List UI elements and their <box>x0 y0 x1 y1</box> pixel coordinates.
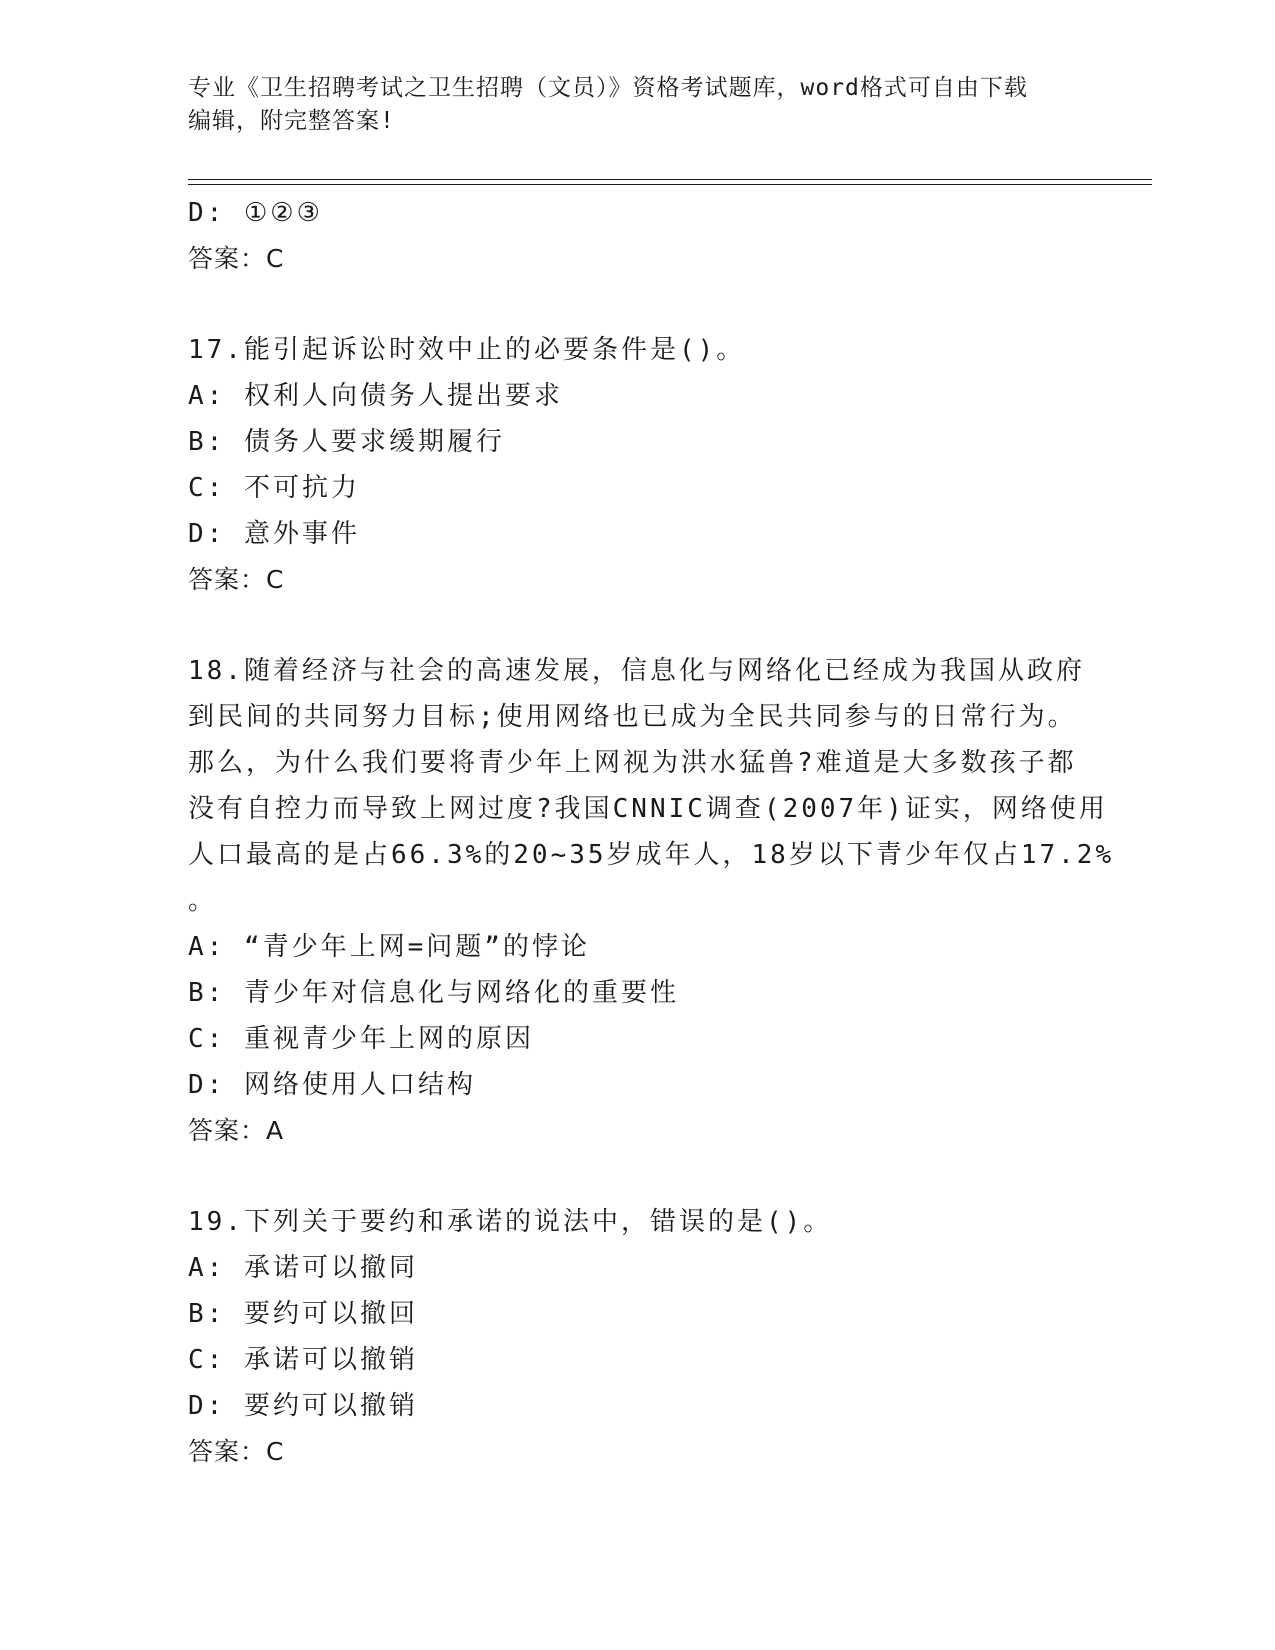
option-b: B: 要约可以撤回 <box>188 1299 418 1329</box>
option-d: D: 网络使用人口结构 <box>188 1070 476 1100</box>
question-18 <box>188 648 1115 1154</box>
option-c: C: 不可抗力 <box>188 473 360 503</box>
header-rule-bottom <box>188 184 1152 185</box>
answer-line: 答案：C <box>188 565 285 594</box>
question-stem: 19.下列关于要约和承诺的说法中，错误的是()。 <box>188 1207 833 1237</box>
option-d: D: ①②③ <box>188 198 323 228</box>
question-stem-line-3: 那么，为什么我们要将青少年上网视为洪水猛兽?难道是大多数孩子都 <box>188 748 1077 778</box>
question-stem-line-6: 。 <box>188 886 218 916</box>
answer-line: 答案：C <box>188 1437 285 1466</box>
option-a: A: 承诺可以撤同 <box>188 1253 418 1283</box>
header-line-1: 专业《卫生招聘考试之卫生招聘（文员）》资格考试题库，word格式可自由下载 <box>188 75 1028 101</box>
question-17 <box>188 327 1088 603</box>
option-d: D: 要约可以撤销 <box>188 1391 418 1421</box>
previous-question-tail <box>188 190 1088 282</box>
answer-line: 答案：C <box>188 244 285 273</box>
question-stem: 17.能引起诉讼时效中止的必要条件是()。 <box>188 335 746 365</box>
question-stem-line-2: 到民间的共同努力目标;使用网络也已成为全民共同参与的日常行为。 <box>188 702 1077 732</box>
document-header <box>188 72 1088 138</box>
question-stem-line-5: 人口最高的是占66.3%的20~35岁成年人，18岁以下青少年仅占17.2% <box>188 840 1115 870</box>
option-d: D: 意外事件 <box>188 519 360 549</box>
header-line-2: 编辑，附完整答案! <box>188 108 395 134</box>
answer-line: 答案：A <box>188 1116 285 1145</box>
option-c: C: 承诺可以撤销 <box>188 1345 418 1375</box>
option-a: A: “青少年上网=问题”的悖论 <box>188 932 590 962</box>
option-a: A: 权利人向债务人提出要求 <box>188 381 563 411</box>
question-19 <box>188 1199 1088 1475</box>
question-stem-line-1: 18.随着经济与社会的高速发展，信息化与网络化已经成为我国从政府 <box>188 656 1085 686</box>
header-rule-top <box>188 179 1152 180</box>
option-b: B: 青少年对信息化与网络化的重要性 <box>188 978 679 1008</box>
document-body <box>188 190 1115 1475</box>
option-b: B: 债务人要求缓期履行 <box>188 427 505 457</box>
option-c: C: 重视青少年上网的原因 <box>188 1024 534 1054</box>
question-stem-line-4: 没有自控力而导致上网过度?我国CNNIC调查(2007年)证实，网络使用 <box>188 794 1108 824</box>
